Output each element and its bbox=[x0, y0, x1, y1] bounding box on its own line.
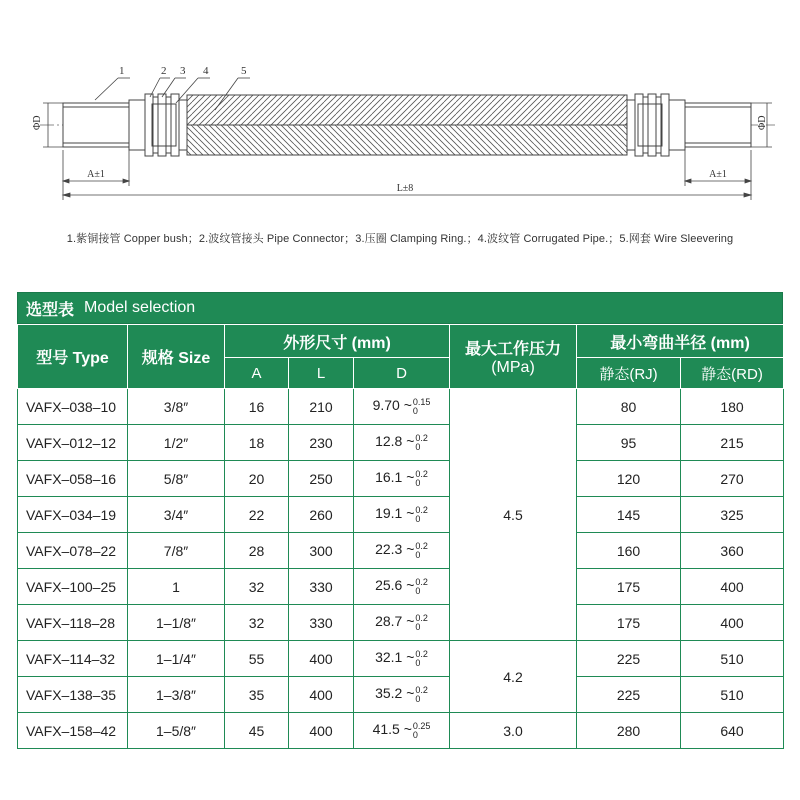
dim-a-left: A±1 bbox=[87, 169, 105, 180]
model-selection-table bbox=[17, 292, 783, 749]
cell-pressure: 4.2 bbox=[450, 641, 577, 713]
right-copper-bush bbox=[669, 100, 751, 150]
table-title-en: Model selection bbox=[84, 299, 196, 316]
tolerance-lower: 0 bbox=[415, 657, 421, 668]
table-body bbox=[18, 389, 784, 749]
cell-type: VAFX–012–12 bbox=[18, 425, 128, 461]
table-row bbox=[18, 389, 784, 425]
tolerance-upper: 0.2 bbox=[415, 540, 428, 551]
wire-sleeve bbox=[187, 95, 627, 155]
table-row bbox=[18, 569, 784, 605]
cell-rj: 120 bbox=[577, 461, 681, 497]
cell-pressure: 3.0 bbox=[450, 713, 577, 749]
cell-d bbox=[354, 569, 450, 605]
cell-rd: 360 bbox=[681, 533, 784, 569]
cell-type: VAFX–034–19 bbox=[18, 497, 128, 533]
dim-length: L±8 bbox=[396, 183, 414, 194]
cell-size: 1–1/4″ bbox=[128, 641, 225, 677]
cell-type: VAFX–158–42 bbox=[18, 713, 128, 749]
cell-d-value: 41.5 ~ bbox=[372, 721, 412, 738]
cell-d-value: 9.70 ~ bbox=[372, 397, 412, 414]
dim-a-right: A±1 bbox=[709, 169, 727, 180]
dim-diameter-left: ΦD bbox=[32, 115, 43, 130]
cell-l: 260 bbox=[289, 497, 354, 533]
callout-5: 5 bbox=[241, 65, 247, 77]
cell-size: 3/8″ bbox=[128, 389, 225, 425]
cell-a: 55 bbox=[225, 641, 289, 677]
cell-l: 330 bbox=[289, 569, 354, 605]
header-type: 型号 Type bbox=[18, 325, 128, 389]
cell-d bbox=[354, 641, 450, 677]
table-row bbox=[18, 713, 784, 749]
cell-d-value: 22.3 ~ bbox=[375, 541, 415, 558]
dim-diameter-right: ΦD bbox=[757, 115, 768, 130]
header-d: D bbox=[354, 358, 450, 389]
header-rj: 静态(RJ) bbox=[577, 358, 681, 389]
cell-a: 16 bbox=[225, 389, 289, 425]
cell-type: VAFX–114–32 bbox=[18, 641, 128, 677]
cell-d-tolerance bbox=[415, 470, 428, 488]
cell-d-tolerance bbox=[415, 434, 428, 452]
cell-rj: 225 bbox=[577, 677, 681, 713]
left-copper-bush bbox=[63, 100, 145, 150]
cell-a: 35 bbox=[225, 677, 289, 713]
cell-l: 400 bbox=[289, 713, 354, 749]
cell-rj: 145 bbox=[577, 497, 681, 533]
callout-1: 1 bbox=[119, 65, 125, 77]
tolerance-upper: 0.2 bbox=[415, 432, 428, 443]
tolerance-lower: 0 bbox=[412, 405, 418, 416]
cell-rd: 215 bbox=[681, 425, 784, 461]
cell-rd: 510 bbox=[681, 677, 784, 713]
cell-d-value: 16.1 ~ bbox=[375, 469, 415, 486]
cell-type: VAFX–118–28 bbox=[18, 605, 128, 641]
cell-type: VAFX–078–22 bbox=[18, 533, 128, 569]
cell-rj: 280 bbox=[577, 713, 681, 749]
cell-d-value: 35.2 ~ bbox=[375, 685, 415, 702]
cell-size: 1/2″ bbox=[128, 425, 225, 461]
cell-a: 32 bbox=[225, 605, 289, 641]
table-title-cn: 选型表 bbox=[26, 301, 75, 319]
tolerance-upper: 0.2 bbox=[415, 576, 428, 587]
cell-rj: 160 bbox=[577, 533, 681, 569]
cell-l: 250 bbox=[289, 461, 354, 497]
cell-rd: 400 bbox=[681, 605, 784, 641]
cell-l: 400 bbox=[289, 641, 354, 677]
spec-table bbox=[17, 324, 784, 749]
cell-a: 18 bbox=[225, 425, 289, 461]
cell-rj: 225 bbox=[577, 641, 681, 677]
cell-d-tolerance bbox=[415, 686, 428, 704]
cell-d-tolerance bbox=[415, 614, 428, 632]
callout-4: 4 bbox=[203, 65, 209, 77]
cell-d-value: 28.7 ~ bbox=[375, 613, 415, 630]
cell-type: VAFX–100–25 bbox=[18, 569, 128, 605]
cell-d-tolerance bbox=[415, 506, 428, 524]
cell-l: 300 bbox=[289, 533, 354, 569]
cell-d bbox=[354, 497, 450, 533]
cell-a: 45 bbox=[225, 713, 289, 749]
cell-size: 1–5/8″ bbox=[128, 713, 225, 749]
tolerance-lower: 0 bbox=[415, 441, 421, 452]
cell-d-tolerance bbox=[413, 398, 431, 416]
cell-size: 3/4″ bbox=[128, 497, 225, 533]
header-outer-dims: 外形尺寸 (mm) bbox=[225, 325, 450, 358]
tolerance-upper: 0.25 bbox=[412, 720, 431, 731]
cell-l: 400 bbox=[289, 677, 354, 713]
table-row bbox=[18, 641, 784, 677]
tolerance-lower: 0 bbox=[415, 585, 421, 596]
callout-2: 2 bbox=[161, 65, 167, 77]
cell-pressure: 4.5 bbox=[450, 389, 577, 641]
tolerance-upper: 0.2 bbox=[415, 648, 428, 659]
cell-l: 210 bbox=[289, 389, 354, 425]
cell-rd: 400 bbox=[681, 569, 784, 605]
cell-d-value: 32.1 ~ bbox=[375, 649, 415, 666]
cell-type: VAFX–138–35 bbox=[18, 677, 128, 713]
cell-d bbox=[354, 677, 450, 713]
table-row bbox=[18, 461, 784, 497]
tolerance-lower: 0 bbox=[415, 621, 421, 632]
tolerance-upper: 0.15 bbox=[412, 396, 431, 407]
cell-a: 20 bbox=[225, 461, 289, 497]
tolerance-upper: 0.2 bbox=[415, 468, 428, 479]
header-pressure-cn: 最大工作压力 bbox=[464, 341, 561, 358]
tolerance-lower: 0 bbox=[415, 693, 421, 704]
cell-rj: 95 bbox=[577, 425, 681, 461]
cell-rd: 640 bbox=[681, 713, 784, 749]
cell-rd: 510 bbox=[681, 641, 784, 677]
cell-d bbox=[354, 461, 450, 497]
table-row bbox=[18, 677, 784, 713]
cell-type: VAFX–038–10 bbox=[18, 389, 128, 425]
header-l: L bbox=[289, 358, 354, 389]
cell-d bbox=[354, 533, 450, 569]
cell-d-tolerance bbox=[415, 578, 428, 596]
table-row bbox=[18, 605, 784, 641]
header-a: A bbox=[225, 358, 289, 389]
header-rd: 静态(RD) bbox=[681, 358, 784, 389]
tolerance-lower: 0 bbox=[412, 729, 418, 740]
cell-size: 1–3/8″ bbox=[128, 677, 225, 713]
cell-rd: 270 bbox=[681, 461, 784, 497]
callout-3: 3 bbox=[180, 65, 186, 77]
cell-d-tolerance bbox=[415, 650, 428, 668]
cell-size: 7/8″ bbox=[128, 533, 225, 569]
cell-rd: 180 bbox=[681, 389, 784, 425]
right-connector bbox=[627, 94, 669, 156]
cell-l: 230 bbox=[289, 425, 354, 461]
cell-size: 1 bbox=[128, 569, 225, 605]
table-row bbox=[18, 497, 784, 533]
table-row bbox=[18, 425, 784, 461]
table-title-bar bbox=[17, 292, 783, 324]
header-pressure bbox=[450, 325, 577, 389]
tolerance-upper: 0.2 bbox=[415, 612, 428, 623]
cell-d-value: 12.8 ~ bbox=[375, 433, 415, 450]
tolerance-lower: 0 bbox=[415, 549, 421, 560]
cell-d bbox=[354, 425, 450, 461]
cell-rj: 80 bbox=[577, 389, 681, 425]
tolerance-lower: 0 bbox=[415, 513, 421, 524]
cell-d-tolerance bbox=[415, 542, 428, 560]
cell-size: 5/8″ bbox=[128, 461, 225, 497]
left-connector bbox=[145, 94, 187, 156]
cell-a: 22 bbox=[225, 497, 289, 533]
cell-size: 1–1/8″ bbox=[128, 605, 225, 641]
tolerance-upper: 0.2 bbox=[415, 504, 428, 515]
cell-rj: 175 bbox=[577, 569, 681, 605]
cell-rd: 325 bbox=[681, 497, 784, 533]
tolerance-lower: 0 bbox=[415, 477, 421, 488]
header-pressure-unit: (MPa) bbox=[491, 359, 535, 376]
cell-d-tolerance bbox=[413, 722, 431, 740]
cell-d bbox=[354, 389, 450, 425]
cell-d bbox=[354, 713, 450, 749]
header-bend-radius: 最小弯曲半径 (mm) bbox=[577, 325, 784, 358]
cell-d-value: 19.1 ~ bbox=[375, 505, 415, 522]
cell-d bbox=[354, 605, 450, 641]
cell-a: 28 bbox=[225, 533, 289, 569]
cell-rj: 175 bbox=[577, 605, 681, 641]
cell-a: 32 bbox=[225, 569, 289, 605]
cell-l: 330 bbox=[289, 605, 354, 641]
diagram-caption: 1.紫铜接管 Copper bush；2.波纹管接头 Pipe Connector；3.压圈 Clamping Ring.；4.波纹管 Corrugated Pipe.；5.网套 Wire Sleevering bbox=[66, 233, 734, 245]
cell-type: VAFX–058–16 bbox=[18, 461, 128, 497]
table-row bbox=[18, 533, 784, 569]
cell-d-value: 25.6 ~ bbox=[375, 577, 415, 594]
header-size: 规格 Size bbox=[128, 325, 225, 389]
tolerance-upper: 0.2 bbox=[415, 684, 428, 695]
